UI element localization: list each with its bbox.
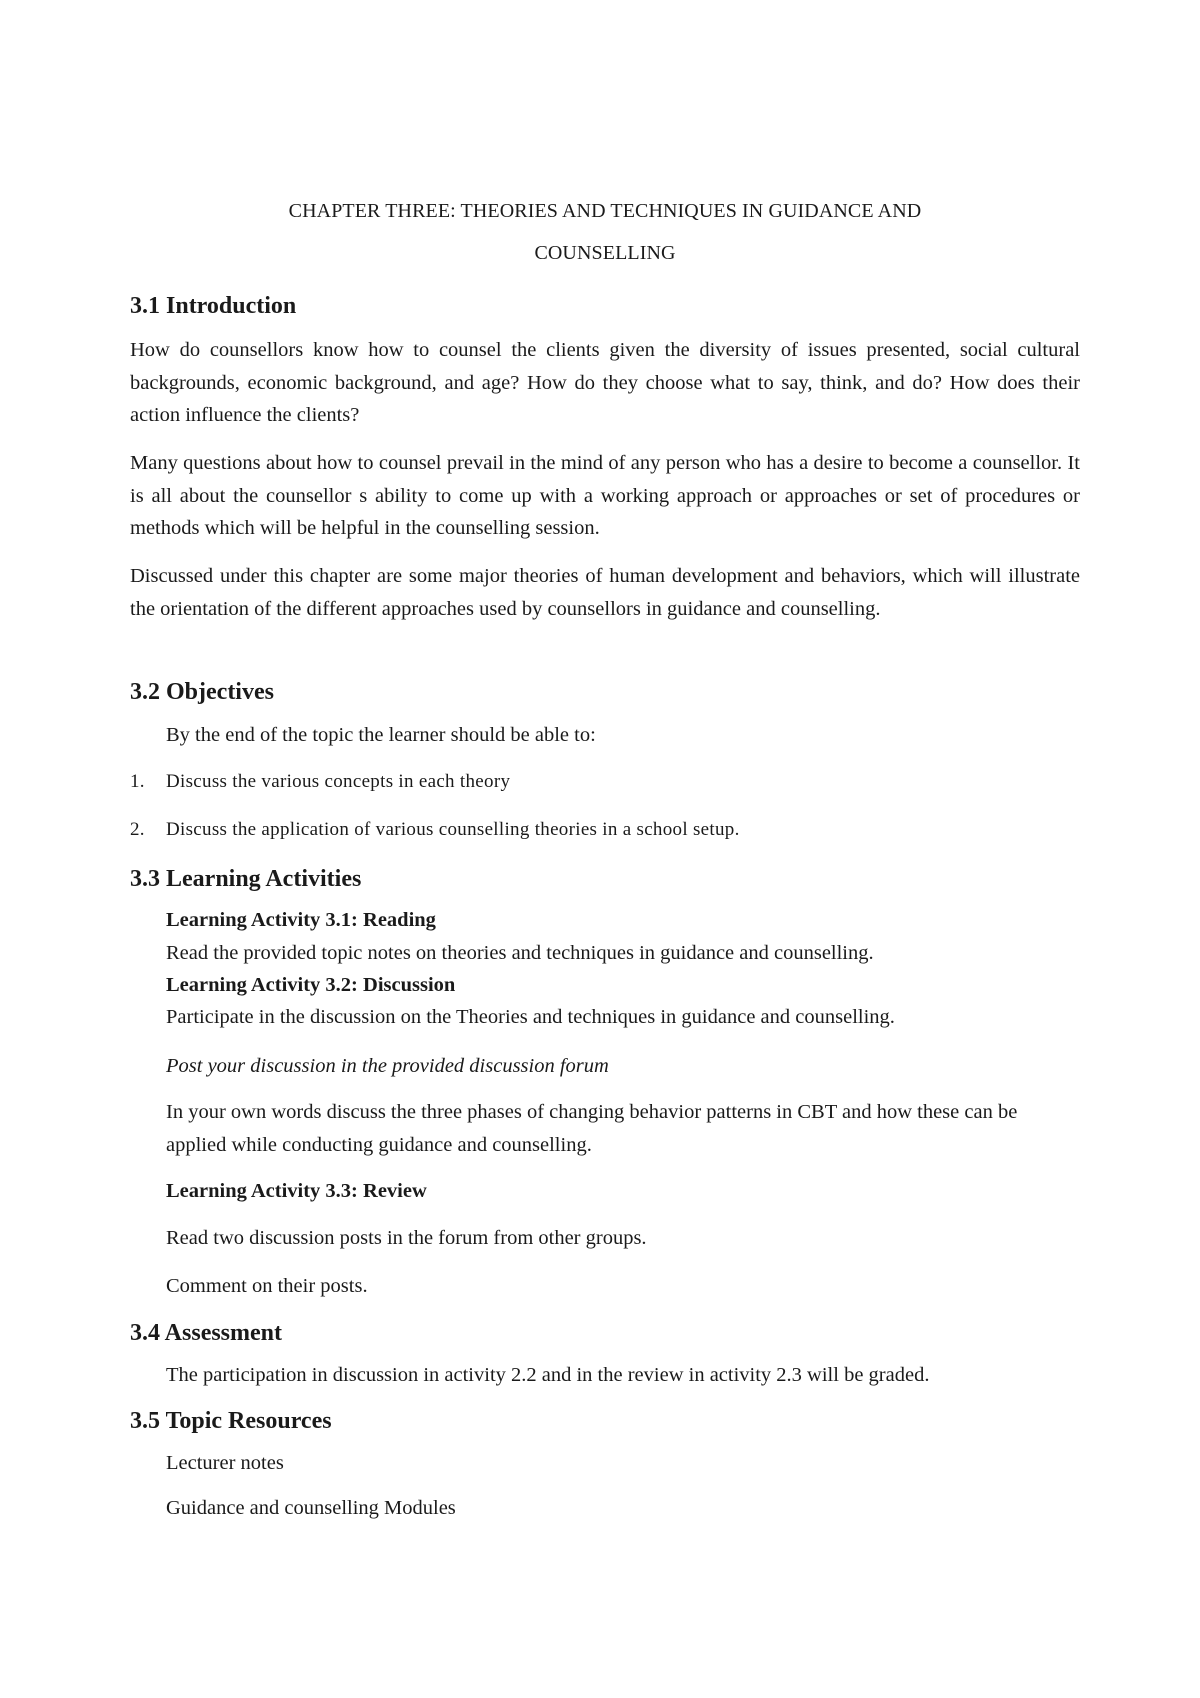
heading-objectives: 3.2 Objectives — [130, 679, 274, 705]
activity-3-1-title: Learning Activity 3.1: Reading — [166, 909, 436, 931]
objectives-intro: By the end of the topic the learner should be able to: — [166, 724, 596, 746]
resource-item-1: Lecturer notes — [166, 1452, 284, 1474]
objective-text: Discuss the application of various counselling theories in a school setup. — [166, 819, 740, 840]
activity-3-2-note: Post your discussion in the provided discussion forum — [166, 1055, 609, 1077]
activity-3-3-title: Learning Activity 3.3: Review — [166, 1180, 427, 1202]
chapter-title-line-1: CHAPTER THREE: THEORIES AND TECHNIQUES IN GUIDANCE AND — [288, 200, 922, 222]
activity-3-2-prompt: In your own words discuss the three phases of changing behavior patterns in CBT and how these can be applied while conducting guidance and counselling. — [166, 1101, 1018, 1156]
heading-learning-activities: 3.3 Learning Activities — [130, 866, 362, 892]
resource-item-2: Guidance and counselling Modules — [166, 1497, 456, 1519]
intro-paragraph-2: Many questions about how to counsel prevail in the mind of any person who has a desire to become a counsellor. It is all about the counsellor s ability to come up with a working approach or approaches or set of procedures or methods which will be helpful in the counselling session. — [130, 452, 1080, 539]
chapter-title — [130, 190, 1080, 274]
heading-topic-resources: 3.5 Topic Resources — [130, 1408, 332, 1434]
assessment-text: The participation in discussion in activity 2.2 and in the review in activity 2.3 will be graded. — [166, 1364, 930, 1386]
objective-text: Discuss the various concepts in each theory — [166, 771, 511, 792]
list-number: 1. — [130, 771, 145, 792]
list-number: 2. — [130, 819, 145, 840]
chapter-title-line-2: COUNSELLING — [534, 242, 676, 264]
activity-3-2-title: Learning Activity 3.2: Discussion — [166, 974, 456, 996]
activity-3-2-text: Participate in the discussion on the Theories and techniques in guidance and counselling. — [166, 1006, 895, 1028]
heading-assessment: 3.4 Assessment — [130, 1320, 283, 1346]
activity-3-1-text: Read the provided topic notes on theories and techniques in guidance and counselling. — [166, 942, 874, 964]
heading-introduction: 3.1 Introduction — [130, 293, 297, 319]
objective-item-1 — [130, 768, 1080, 796]
intro-paragraph-1: How do counsellors know how to counsel the clients given the diversity of issues presented, social cultural backgrounds, economic background, and age? How do they choose what to say, think, and do? How does their action influence the clients? — [130, 339, 1080, 426]
objective-item-2 — [130, 816, 1080, 844]
activity-3-3-text-2: Comment on their posts. — [166, 1275, 368, 1297]
activity-3-3-text-1: Read two discussion posts in the forum from other groups. — [166, 1227, 647, 1249]
intro-paragraph-3: Discussed under this chapter are some major theories of human development and behaviors, which will illustrate the orientation of the different approaches used by counsellors in guidance and counselling. — [130, 565, 1080, 620]
